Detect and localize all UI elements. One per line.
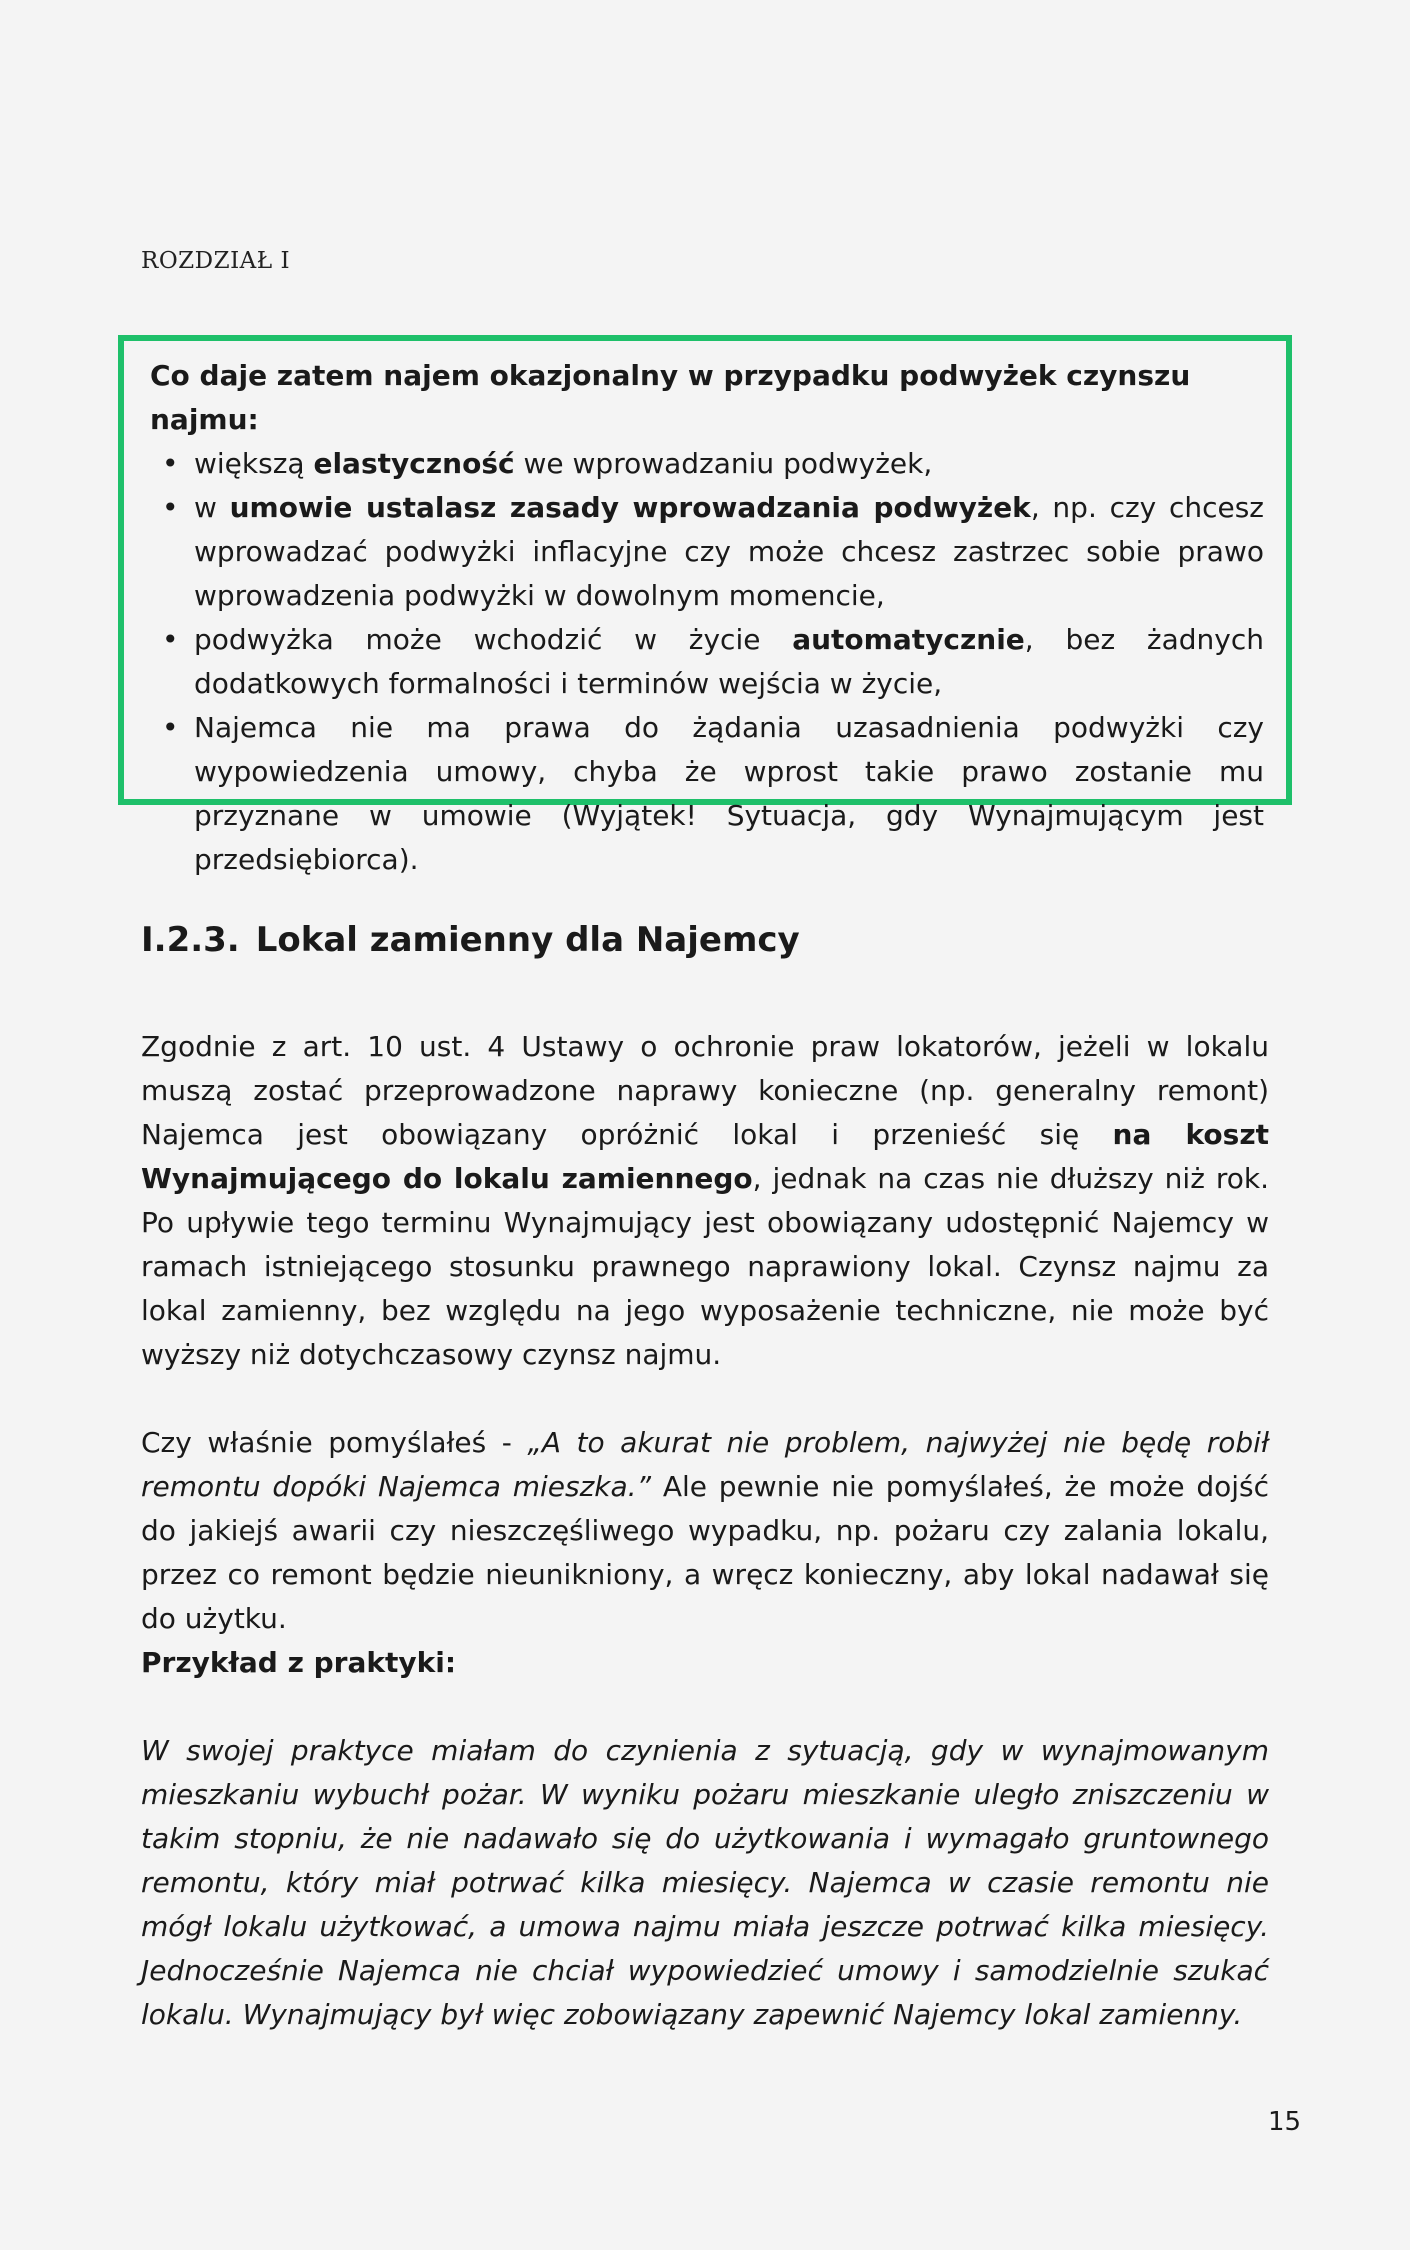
list-item-text: większą (194, 447, 314, 480)
bullet-icon: • (162, 623, 179, 656)
box-title: Co daje zatem najem okazjonalny w przypadku podwyżek czynszu najmu: (150, 359, 1191, 436)
box-list (150, 442, 1264, 882)
paragraph-text: Zgodnie z art. 10 ust. 4 Ustawy o ochronie praw lokatorów, jeżeli w lokalu muszą zostać przeprowadzone naprawy konieczne (np. generalny remont) Najemca jest obowiązany opróżnić lokal i przenieść się (141, 1030, 1269, 1151)
paragraph-text: , jednak na czas nie dłuższy niż rok. Po upływie tego terminu Wynajmujący jest obowiązany udostępnić Najemcy w ramach istniejącego stosunku prawnego naprawiony lokal. Czynsz najmu za lokal zamienny, bez względu na jego wyposażenie techniczne, nie może być wyższy niż dotychczasowy czynsz najmu. (141, 1162, 1269, 1371)
bullet-icon: • (162, 491, 179, 524)
list-item (150, 442, 1264, 486)
highlight-box (118, 335, 1292, 876)
list-item-text: , bez żadnych dodatkowych formalności i terminów wejścia w życie, (194, 623, 1264, 700)
list-item-bold: elastyczność (313, 447, 515, 480)
list-item-text: w (194, 491, 230, 524)
paragraph-italic-quote: „A to akurat nie problem, najwyżej nie będę robił remontu dopóki Najemca mieszka.” (141, 1426, 1269, 1503)
page-number: 15 (1268, 2107, 1302, 2137)
list-item-text: we wprowadzaniu podwyżek, (514, 447, 933, 480)
example-text: W swojej praktyce miałam do czynienia z sytuacją, gdy w wynajmowanym mieszkaniu wybuchł pożar. W wyniku pożaru mieszkanie uległo zniszczeniu w takim stopniu, że nie nadawało się do użytkowania i wymagało gruntownego remontu, który miał potrwać kilka miesięcy. Najemca w czasie remontu nie mógł lokalu użytkować, a umowa najmu miała jeszcze potrwać kilka miesięcy. Jednocześnie Najemca nie chciał wypowiedzieć umowy i samodzielnie szukać lokalu. Wynajmujący był więc zobowiązany zapewnić Najemcy lokal zamienny. (141, 1734, 1269, 2031)
paragraph-1 (141, 1025, 1269, 1377)
example-heading: Przykład z praktyki: (141, 1646, 457, 1679)
paragraph-text: Czy właśnie pomyślałeś - (141, 1426, 528, 1459)
paragraph-bold: na koszt Wynajmującego do lokalu zamiennego (141, 1118, 1269, 1195)
chapter-label: ROZDZIAŁ I (141, 248, 291, 274)
bullet-icon: • (162, 711, 179, 744)
paragraph-2 (141, 1421, 1269, 1641)
list-item-bold: automatycznie (792, 623, 1025, 656)
list-item-text: podwyżka może wchodzić w życie (194, 623, 793, 656)
list-item (150, 486, 1264, 618)
list-item-bold: umowie ustalasz zasady wprowadzania podwyżek (229, 491, 1031, 524)
section-heading (141, 920, 800, 960)
section-number: I.2.3. (141, 920, 240, 960)
list-item (150, 706, 1264, 882)
section-title: Lokal zamienny dla Najemcy (255, 920, 800, 960)
bullet-icon: • (162, 447, 179, 480)
list-item (150, 618, 1264, 706)
list-item-text: , np. czy chcesz wprowadzać podwyżki inflacyjne czy może chcesz zastrzec sobie prawo wprowadzenia podwyżki w dowolnym momencie, (194, 491, 1264, 612)
list-item-text: Najemca nie ma prawa do żądania uzasadnienia podwyżki czy wypowiedzenia umowy, chyba że wprost takie prawo zostanie mu przyznane w umowie (Wyjątek! Sytuacja, gdy Wynajmującym jest przedsiębiorca). (194, 711, 1264, 876)
paragraph-text: Ale pewnie nie pomyślałeś, że może dojść do jakiejś awarii czy nieszczęśliwego wypadku, np. pożaru czy zalania lokalu, przez co remont będzie nieunikniony, a wręcz konieczny, aby lokal nadawał się do użytku. (141, 1470, 1269, 1635)
